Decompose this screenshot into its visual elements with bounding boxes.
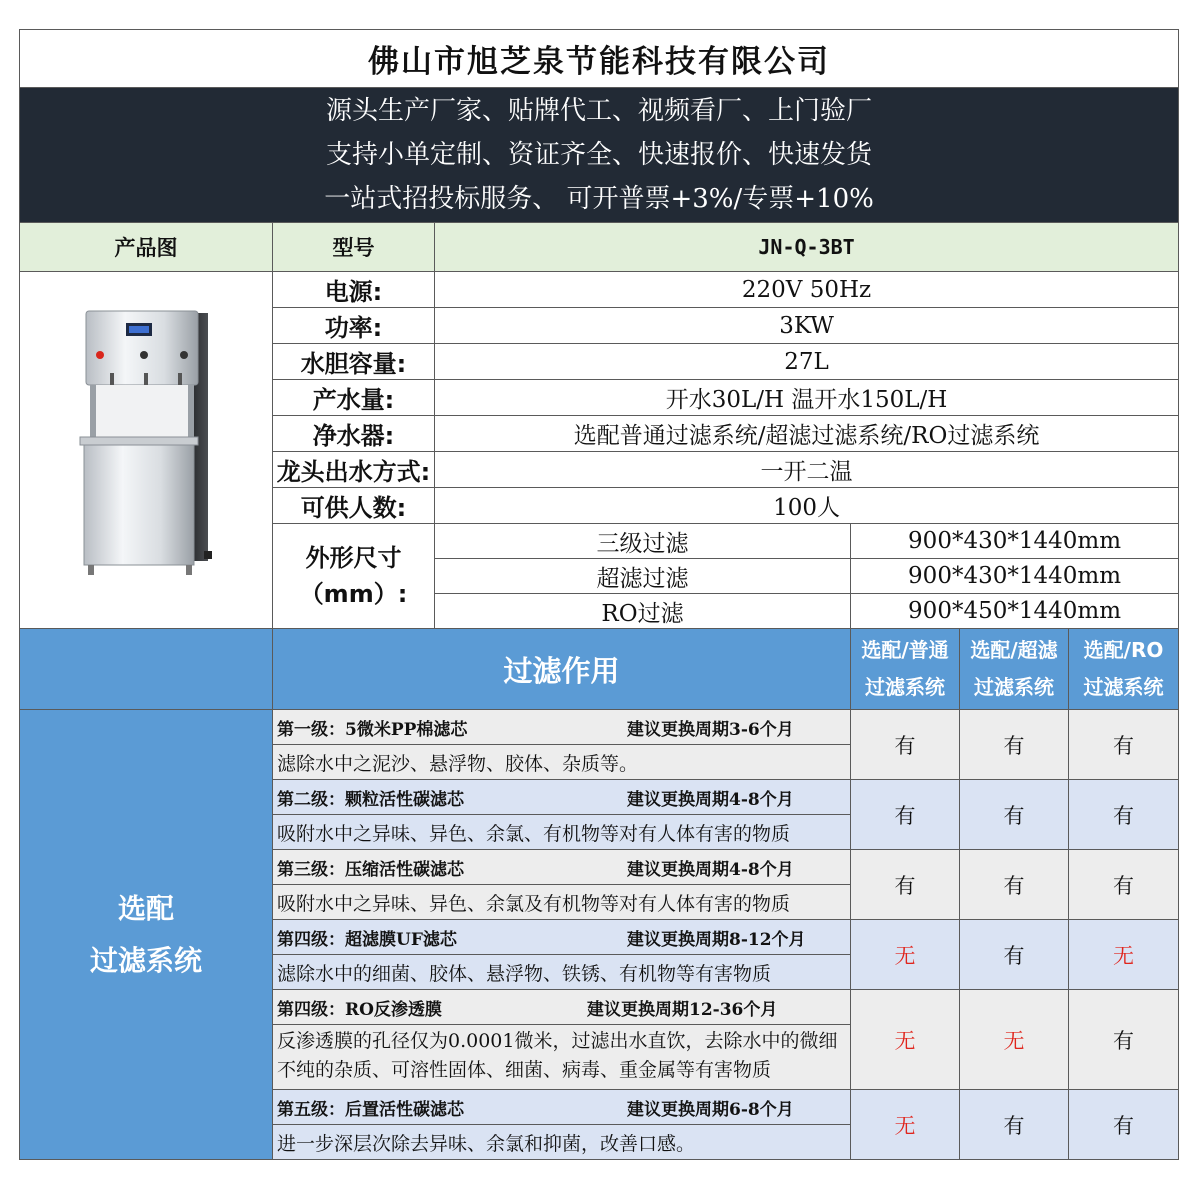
spec-label-capacity-people: 可供人数: (273, 488, 435, 524)
slogan-banner (20, 88, 1179, 223)
spec-value-purifier: 选配普通过滤系统/超滤过滤系统/RO过滤系统 (435, 416, 1179, 452)
dimension-size: 900*430*1440mm (851, 559, 1179, 594)
filter-corner-cell (20, 629, 273, 710)
spec-label-purifier: 净水器: (273, 416, 435, 452)
stage-mark: 有 (960, 920, 1069, 990)
spec-label-power-supply: 电源: (273, 272, 435, 308)
model-label: 型号 (273, 223, 435, 272)
filter-section-title: 过滤作用 (273, 629, 851, 710)
stage-heading (273, 850, 851, 885)
spec-value-power: 3KW (435, 308, 1179, 344)
spec-label-faucet-mode: 龙头出水方式: (273, 452, 435, 488)
slogan-line-1: 源头生产厂家、贴牌代工、视频看厂、上门验厂 (326, 96, 873, 126)
spec-sheet (19, 29, 1178, 1171)
dimensions-label (273, 524, 435, 629)
stage-description: 滤除水中的细菌、胶体、悬浮物、铁锈、有机物等有害物质 (273, 955, 851, 990)
stage-description: 吸附水中之异味、异色、余氯及有机物等对有人体有害的物质 (273, 885, 851, 920)
stage-description: 吸附水中之异味、异色、余氯、有机物等对有人体有害的物质 (273, 815, 851, 850)
stage-heading (273, 920, 851, 955)
stage-mark: 有 (1069, 710, 1179, 780)
spec-value-power-supply: 220V 50Hz (435, 272, 1179, 308)
stage-mark: 有 (1069, 850, 1179, 920)
filter-system-side-label: 选配 过滤系统 (20, 710, 273, 1160)
dimension-type: 三级过滤 (435, 524, 851, 559)
stage-cycle: 建议更换周期3-6个月 (627, 719, 794, 740)
stage-mark: 有 (1069, 780, 1179, 850)
stage-cycle: 建议更换周期4-8个月 (627, 789, 794, 810)
stage-cycle: 建议更换周期4-8个月 (627, 859, 794, 880)
stage-mark: 有 (851, 850, 960, 920)
stage-name: 第二级：颗粒活性碳滤芯 (277, 789, 464, 810)
stage-mark: 有 (960, 850, 1069, 920)
spec-label-tank-capacity: 水胆容量: (273, 344, 435, 380)
dimensions-label-line-1: 外形尺寸 (305, 544, 402, 572)
dimension-type: RO过滤 (435, 594, 851, 629)
stage-mark: 无 (1069, 920, 1179, 990)
stage-description: 滤除水中之泥沙、悬浮物、胶体、杂质等。 (273, 745, 851, 780)
stage-mark: 有 (960, 780, 1069, 850)
column-header-ro: 选配/RO 过滤系统 (1069, 629, 1179, 710)
spec-table (19, 29, 1179, 1160)
stage-mark: 无 (851, 1090, 960, 1160)
stage-heading (273, 1090, 851, 1125)
column-header-uf: 选配/超滤 过滤系统 (960, 629, 1069, 710)
stage-mark: 有 (1069, 1090, 1179, 1160)
stage-description: 反渗透膜的孔径仅为0.0001微米，过滤出水直饮，去除水中的微细不纯的杂质、可溶性固体、细菌、病毒、重金属等有害物质 (273, 1025, 851, 1090)
company-title: 佛山市旭芝泉节能科技有限公司 (20, 30, 1179, 88)
stage-mark: 无 (960, 990, 1069, 1090)
stage-heading (273, 780, 851, 815)
stage-name: 第一级：5微米PP棉滤芯 (277, 719, 468, 740)
dimension-size: 900*450*1440mm (851, 594, 1179, 629)
stage-heading (273, 990, 851, 1025)
stage-mark: 有 (851, 780, 960, 850)
stage-mark: 有 (960, 1090, 1069, 1160)
stage-cycle: 建议更换周期6-8个月 (627, 1099, 794, 1120)
column-header-standard: 选配/普通 过滤系统 (851, 629, 960, 710)
stage-name: 第五级：后置活性碳滤芯 (277, 1099, 464, 1120)
spec-value-output: 开水30L/H 温开水150L/H (435, 380, 1179, 416)
water-boiler-icon (66, 303, 226, 593)
model-value: JN-Q-3BT (435, 223, 1179, 272)
stage-mark: 无 (851, 920, 960, 990)
spec-value-faucet-mode: 一开二温 (435, 452, 1179, 488)
spec-label-output: 产水量: (273, 380, 435, 416)
stage-cycle: 建议更换周期12-36个月 (587, 999, 778, 1020)
stage-name: 第四级：RO反渗透膜 (277, 999, 442, 1020)
slogan-line-3: 一站式招投标服务、 可开普票+3%/专票+10% (324, 184, 874, 214)
stage-mark: 无 (851, 990, 960, 1090)
spec-value-capacity-people: 100人 (435, 488, 1179, 524)
product-image (20, 272, 273, 629)
stage-mark: 有 (960, 710, 1069, 780)
stage-description: 进一步深层次除去异味、余氯和抑菌，改善口感。 (273, 1125, 851, 1160)
stage-name: 第三级：压缩活性碳滤芯 (277, 859, 464, 880)
product-image-header: 产品图 (20, 223, 273, 272)
spec-label-power: 功率: (273, 308, 435, 344)
stage-heading (273, 710, 851, 745)
stage-mark: 有 (851, 710, 960, 780)
dimensions-label-line-2: （mm）: (299, 580, 408, 608)
slogan-line-2: 支持小单定制、资证齐全、快速报价、快速发货 (326, 140, 873, 170)
spec-value-tank-capacity: 27L (435, 344, 1179, 380)
stage-name: 第四级：超滤膜UF滤芯 (277, 929, 457, 950)
stage-cycle: 建议更换周期8-12个月 (627, 929, 806, 950)
dimension-size: 900*430*1440mm (851, 524, 1179, 559)
stage-mark: 有 (1069, 990, 1179, 1090)
dimension-type: 超滤过滤 (435, 559, 851, 594)
